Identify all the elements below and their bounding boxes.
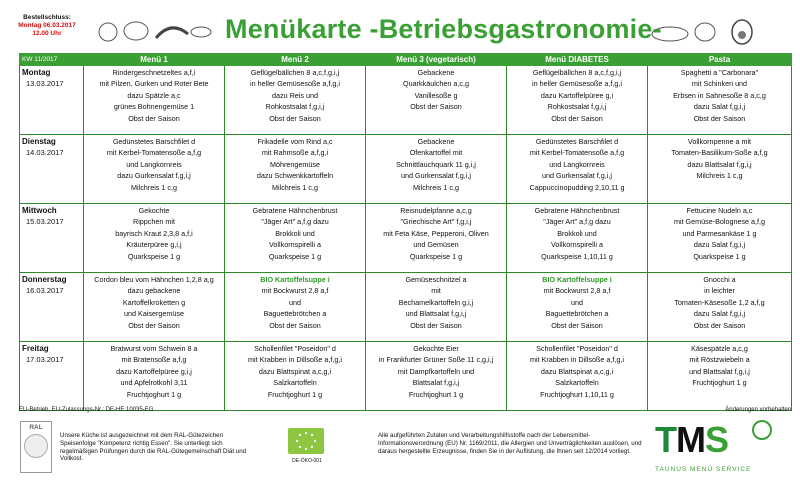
meal-line: dazu Blattsalat f,g,i,j xyxy=(687,159,752,169)
eu-organic-code: DE-ÖKO-001 xyxy=(292,458,322,464)
meal-line: Rohkostsalat f,g,i,j xyxy=(547,102,607,112)
meal-line: Cappuccinopudding 2,10,11 g xyxy=(529,182,625,192)
day-cell xyxy=(20,66,84,135)
meal-cell-menu-1 xyxy=(84,273,225,342)
meal-line: Quarkspeise 1,10,11 g xyxy=(541,251,613,261)
order-deadline xyxy=(18,14,76,38)
meal-line: Obst der Saison xyxy=(693,113,746,123)
day-date: 16.03.2017 xyxy=(26,286,64,296)
meal-line: und Apfelrotkohl 3,11 xyxy=(120,378,188,388)
meal-line: Blattsalat f,g,i,j xyxy=(412,378,460,388)
meal-line: Brokkoli und xyxy=(557,228,597,238)
crown-seal-icon xyxy=(752,420,772,440)
day-date: 14.03.2017 xyxy=(26,148,64,158)
meal-line: Quarkspeise 1 g xyxy=(409,251,463,261)
tms-logo: TMS xyxy=(655,419,729,460)
meal-cell-pasta xyxy=(648,342,792,411)
day-cell xyxy=(20,342,84,411)
meal-line: Gekochte xyxy=(138,206,170,215)
meal-line: Baguettebrötchen a xyxy=(263,309,327,319)
meal-line: dazu Blattspinat a,c,g,i xyxy=(540,366,614,376)
ral-seal xyxy=(20,421,52,473)
allergen-law-text: Alle aufgeführten Zutaten und Verarbeitungshilfsstoffe nach der Lebensmittel-Informationsverordnung (EU) Nr. 1169/2011, die Allergien und Unverträglichkeiten auslösen, und daraus hergestellte Erzeugnisse, finden Sie in der Auflistung, die Ihnen seit 12/2014 vorliegt. xyxy=(378,432,642,455)
meal-line: Rippchen mit xyxy=(133,217,175,227)
meal-line: in leichter xyxy=(704,286,735,296)
meal-line: Milchreis 1 c,g xyxy=(696,171,743,181)
meal-line: Obst der Saison xyxy=(128,320,180,330)
tms-subtitle: TAUNUS MENÜ SERVICE xyxy=(655,466,752,473)
meal-line: und xyxy=(571,297,583,307)
meal-line: Tomaten-Käsesoße 1,2 a,f,g xyxy=(674,297,765,307)
meal-line: Cordon bleu vom Hähnchen 1,2,8 a,g xyxy=(94,275,214,284)
meal-line: in Frankfurter Grüner Soße 11 c,g,i,j xyxy=(378,355,494,365)
header-menu-1: Menü 1 xyxy=(84,54,225,66)
meal-line: Brokkoli und xyxy=(275,228,315,238)
meal-cell-pasta xyxy=(648,204,792,273)
meal-cell-menu-2 xyxy=(225,342,366,411)
table-row xyxy=(20,135,792,204)
meal-line: Fruchtjoghurt 1 g xyxy=(267,389,323,399)
meal-line: Ofenkartoffel mit xyxy=(409,148,463,158)
ral-label: RAL xyxy=(29,424,43,431)
table-row xyxy=(20,66,792,135)
meal-line: Vollkornpenne a mit xyxy=(687,137,752,146)
footer-notes xyxy=(19,407,791,413)
meal-line: Bratwurst vom Schwein 8 a xyxy=(110,344,198,353)
meal-line: Gedünstetes Barschfilet d xyxy=(112,137,196,146)
day-cell xyxy=(20,204,84,273)
meal-line: Quarkspeise 1 g xyxy=(693,251,746,261)
header-menu-3: Menü 3 (vegetarisch) xyxy=(366,54,507,66)
meal-cell-pasta xyxy=(648,135,792,204)
meal-cell-menu-diabetes xyxy=(507,273,648,342)
meal-line: Gebratene Hähnchenbrust xyxy=(252,206,338,215)
meal-line: mit Schinken und xyxy=(691,79,748,89)
meal-cell-menu-1 xyxy=(84,66,225,135)
meal-line: dazu gebackene xyxy=(127,286,181,296)
meal-cell-menu-diabetes xyxy=(507,66,648,135)
meal-line: dazu Blattspinat a,c,g,i xyxy=(258,366,332,376)
page-title: Menükarte -Betriebsgastronomie- xyxy=(225,14,662,44)
meal-line: Gemüseschnitzel a xyxy=(405,275,467,284)
meal-line: dazu Gurkensalat f,g,i,j xyxy=(117,171,191,181)
meal-line: Gedünstetes Barschfilet d xyxy=(535,137,619,146)
day-name: Freitag xyxy=(22,344,49,353)
menu-header-row xyxy=(20,54,792,66)
meal-line: mit Bockwurst 2,8 a,f xyxy=(261,286,329,296)
meal-line: Salzkartoffeln xyxy=(555,378,599,388)
day-cell xyxy=(20,135,84,204)
meal-cell-menu-3 xyxy=(366,135,507,204)
meal-cell-menu-3 xyxy=(366,66,507,135)
meal-line: und Langkornreis xyxy=(126,159,182,169)
meal-line: dazu Schwenkkartoffeln xyxy=(256,171,334,181)
meal-line: Vollkornspirelli a xyxy=(551,240,603,250)
meal-line: und Gurkensalat f,g,i,j xyxy=(542,171,612,181)
meal-line: Rohkostsalat f,g,i,j xyxy=(265,102,325,112)
meal-line: Kräuterpüree g,i,j xyxy=(126,240,182,250)
meal-line: Obst der Saison xyxy=(410,102,462,112)
meal-line: Gekochte Eier xyxy=(413,344,459,353)
table-row xyxy=(20,204,792,273)
deadline-time: 12.00 Uhr xyxy=(32,30,62,37)
meal-line: Gebackene xyxy=(417,137,455,146)
meal-line: mit Krabben in Dillsoße a,f,g,i xyxy=(530,355,624,365)
meal-line: Fruchtjoghurt 1,10,11 g xyxy=(540,389,614,399)
quality-text: Unsere Küche ist ausgezeichnet mit dem RAL-Gütezeichen Speisenfolge "Kompetenz richtig Essen". Sie unterliegt sich regelmäßigen Prüfungen durch die RAL-Gütegemeinschaft Diät und Vollkost. xyxy=(60,432,247,463)
vegetable-illustration-left-icon xyxy=(96,14,216,46)
meal-line: BIO Kartoffelsuppe i xyxy=(260,275,330,284)
meal-line: Obst der Saison xyxy=(269,320,321,330)
meal-line: mit Bratensoße a,f,g xyxy=(121,355,187,365)
meal-line: und Parmesankäse 1 g xyxy=(682,228,757,238)
meal-cell-menu-3 xyxy=(366,204,507,273)
meal-line: Gebratene Hähnchenbrust xyxy=(534,206,620,215)
menu-table xyxy=(19,53,792,411)
meal-line: und Gemüsen xyxy=(413,240,459,250)
meal-line: Schnittlauchquark 11 g,i,j xyxy=(396,159,476,169)
meal-line: und Kaisergemüse xyxy=(124,309,184,319)
meal-line: Obst der Saison xyxy=(128,113,180,123)
meal-line: Quarkspeise 1 g xyxy=(127,251,181,261)
meal-line: Gebackene xyxy=(417,68,455,77)
meal-cell-pasta xyxy=(648,273,792,342)
meal-line: dazu Reis und xyxy=(272,90,318,100)
meal-cell-menu-2 xyxy=(225,273,366,342)
meal-line: Fruchtjoghurt 1 g xyxy=(692,378,747,388)
meal-line: mit Kerbel-Tomatensoße a,f,g xyxy=(529,148,625,158)
meal-line: dazu Kartoffelpüree g,i xyxy=(540,90,614,100)
meal-line: mit Bockwurst 2,8 a,f xyxy=(543,286,611,296)
meal-line: Spaghetti a "Carbonara" xyxy=(680,68,759,77)
meal-line: mit Kerbel-Tomatensoße a,f,g xyxy=(106,148,202,158)
meal-line: Fruchtjoghurt 1 g xyxy=(408,389,464,399)
meal-line: Fettucine Nudeln a,c xyxy=(686,206,753,215)
changes-note: Änderungen vorbehalten xyxy=(725,407,791,413)
meal-line: Tomaten-Basilikum-Soße a,f,g xyxy=(671,148,768,158)
meal-line: Obst der Saison xyxy=(551,320,603,330)
meal-line: Reisnudelpfanne a,c,g xyxy=(400,206,472,215)
meal-line: Salzkartoffeln xyxy=(273,378,317,388)
meal-line: Quarkkäulchen a,c,g xyxy=(403,79,469,89)
meal-line: Obst der Saison xyxy=(551,113,603,123)
meal-line: dazu Spätzle a,c xyxy=(127,90,181,100)
deadline-date: Montag 06.03.2017 xyxy=(18,22,76,29)
header xyxy=(0,0,800,52)
meal-line: Milchreis 1 c,g xyxy=(413,182,459,192)
meal-cell-menu-2 xyxy=(225,204,366,273)
table-row xyxy=(20,342,792,411)
meal-line: Erbsen in Sahnesoße 8 a,c,g xyxy=(673,90,766,100)
meal-cell-menu-diabetes xyxy=(507,135,648,204)
meal-line: Kartoffelkroketten g xyxy=(122,297,186,307)
day-name: Donnerstag xyxy=(22,275,67,284)
meal-cell-menu-2 xyxy=(225,135,366,204)
meal-line: mit Pilzen, Gurken und Roter Bete xyxy=(99,79,209,89)
meal-line: mit Krabben in Dillsoße a,f,g,i xyxy=(248,355,342,365)
meal-line: Gnocchi a xyxy=(703,275,736,284)
ral-seal-icon xyxy=(24,434,48,458)
meal-line: dazu Salat f,g,i,j xyxy=(693,240,746,250)
header-pasta: Pasta xyxy=(648,54,792,66)
meal-line: Fruchtjoghurt 1 g xyxy=(126,389,182,399)
meal-line: mit Feta Käse, Pepperoni, Oliven xyxy=(383,228,489,238)
meal-cell-menu-diabetes xyxy=(507,342,648,411)
meal-line: Vanillesoße g xyxy=(414,90,458,100)
meal-line: dazu Salat f,g,i,j xyxy=(693,102,746,112)
meal-line: mit xyxy=(431,286,441,296)
meal-line: BIO Kartoffelsuppe i xyxy=(542,275,612,284)
day-name: Mittwoch xyxy=(22,206,57,215)
meal-line: dazu Kartoffelpüree g,i,j xyxy=(116,366,192,376)
meal-line: "Jäger Art" a,f,g dazu xyxy=(543,217,611,227)
meal-line: Milchreis 1 c,g xyxy=(272,182,318,192)
meal-line: Milchreis 1 c,g xyxy=(131,182,177,192)
day-date: 15.03.2017 xyxy=(26,217,64,227)
meal-line: Möhrengemüse xyxy=(270,159,320,169)
eu-approval-note: EU-Betrieb, EU-Zulassungs-Nr.: DE-HE 10035-EG xyxy=(19,407,154,413)
header-menu-diabetes: Menü DIABETES xyxy=(507,54,648,66)
meal-line: mit Rahmsoße a,f,g,i xyxy=(261,148,329,158)
meal-line: Käsespätzle a,c,g xyxy=(691,344,748,353)
table-row xyxy=(20,273,792,342)
meal-line: in heller Gemüsesoße a,f,g,i xyxy=(532,79,622,89)
day-date: 17.03.2017 xyxy=(26,355,64,365)
meal-line: Vollkornspirelli a xyxy=(269,240,321,250)
day-date: 13.03.2017 xyxy=(26,79,64,89)
meal-line: Geflügelbällchen 8 a,c,f,g,i,j xyxy=(532,68,622,77)
meal-line: Obst der Saison xyxy=(693,320,746,330)
meal-line: bayrisch Kraut 2,3,8 a,f,i xyxy=(115,228,193,238)
day-name: Montag xyxy=(22,68,51,77)
meal-line: Bechamelkartoffeln g,i,j xyxy=(398,297,474,307)
meal-line: Rindergeschnetzeltes a,f,i xyxy=(112,68,196,77)
meal-line: Quarkspeise 1 g xyxy=(268,251,322,261)
meal-line: mit Gemüse-Bolognese a,f,g xyxy=(673,217,766,227)
day-name: Dienstag xyxy=(22,137,56,146)
meal-line: in heller Gemüsesoße a,f,g,i xyxy=(250,79,340,89)
deadline-label: Bestellschluss: xyxy=(23,14,71,21)
meal-line: "Jäger Art" a,f,g dazu xyxy=(261,217,329,227)
meal-line: mit Dampfkartoffeln und xyxy=(397,366,475,376)
meal-line: und Blattsalat f,g,i,j xyxy=(405,309,467,319)
meal-line: Obst der Saison xyxy=(269,113,321,123)
calendar-week: KW 11/2017 xyxy=(20,54,84,66)
meal-line: dazu Salat f,g,i,j xyxy=(693,309,746,319)
meal-cell-menu-1 xyxy=(84,135,225,204)
header-menu-2: Menü 2 xyxy=(225,54,366,66)
meal-cell-menu-diabetes xyxy=(507,204,648,273)
meal-cell-menu-3 xyxy=(366,273,507,342)
meal-line: grünes Bohnengemüse 1 xyxy=(113,102,195,112)
meal-line: und Blattsalat f,g,i,j xyxy=(689,366,750,376)
meal-line: Geflügelbällchen 8 a,c,f,g,i,j xyxy=(250,68,340,77)
meal-line: Schollenfilet "Poseidon" d xyxy=(254,344,336,353)
meal-line: Baguettebrötchen a xyxy=(545,309,609,319)
eu-organic-logo-icon xyxy=(288,428,324,454)
meal-line: und Langkornreis xyxy=(549,159,605,169)
meal-cell-menu-1 xyxy=(84,204,225,273)
meal-line: Schollenfilet "Poseidon" d xyxy=(536,344,618,353)
meal-line: Obst der Saison xyxy=(410,320,462,330)
meal-cell-menu-1 xyxy=(84,342,225,411)
meal-line: "Griechische Art" f,g,i,j xyxy=(400,217,472,227)
day-cell xyxy=(20,273,84,342)
meal-line: und Gurkensalat f,g,i,j xyxy=(401,171,471,181)
meal-line: Frikadelle vom Rind a,c xyxy=(257,137,333,146)
vegetable-illustration-right-icon xyxy=(650,14,760,46)
meal-line: und xyxy=(289,297,301,307)
meal-line: mit Röstzwiebeln a xyxy=(689,355,750,365)
meal-cell-pasta xyxy=(648,66,792,135)
meal-cell-menu-3 xyxy=(366,342,507,411)
meal-cell-menu-2 xyxy=(225,66,366,135)
